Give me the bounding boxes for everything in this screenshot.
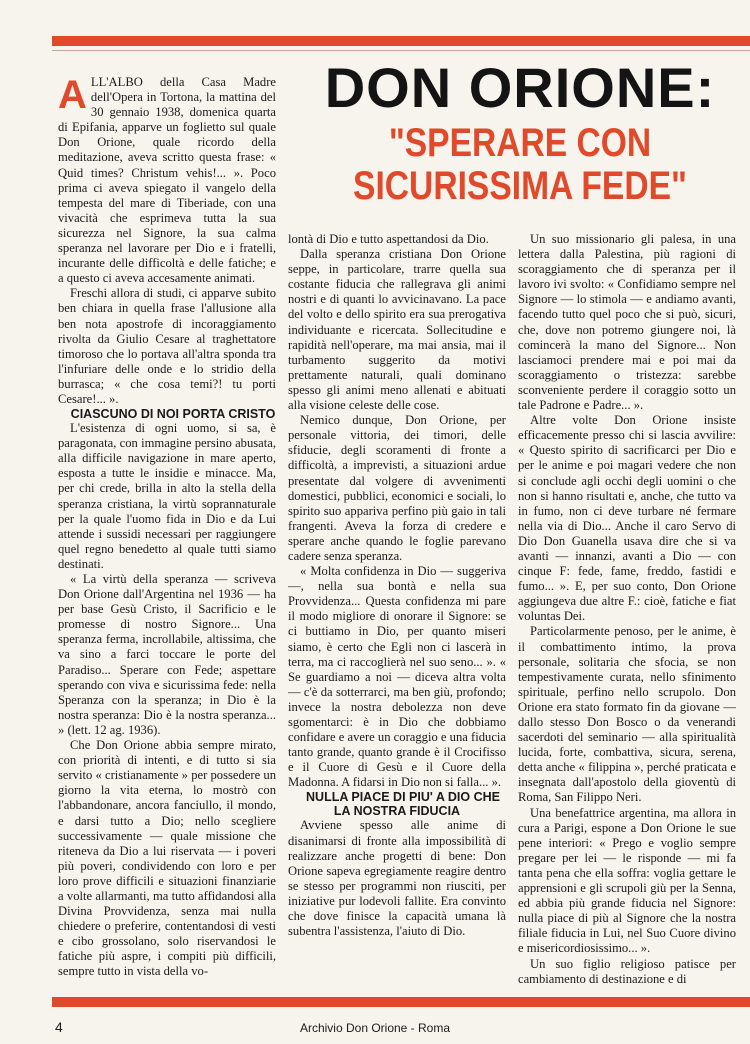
title-sub-line-1: "SPERARE CON xyxy=(388,121,652,165)
drop-cap: A xyxy=(58,73,87,117)
column-3 xyxy=(518,232,736,987)
section-heading-1: CIASCUNO DI NOI PORTA CRISTO xyxy=(70,407,276,422)
col1-paragraph-2: Freschi allora di studi, ci apparve subito ben chiara in quella frase l'allusione alla ben nota apostrofe di incoraggiamento rivolta da Giulio Cesare al traghettatore timoroso che lo portava all'altra sponda tra l'infuriare delle onde e lo stridio della burrasca; « che cosa temi?! tu porti Cesare!... ». xyxy=(58,286,276,406)
title-sub-line-2: SICURISSIMA FEDE" xyxy=(353,164,687,209)
page-number: 4 xyxy=(55,1019,63,1035)
title-main: DON ORIONE: xyxy=(324,56,716,119)
col1-paragraph-5: Che Don Orione abbia sempre mirato, con priorità di intenti, e di tutto si sia servito « cristianamente » per possedere un giorno la vita eterna, lo mostrò con l'abbandonare, ancora fanciullo, il mondo, e darsi tutto a Dio; nello scegliere successivamente — quale missione che riteneva da Dio a lui riservata — i poveri più poveri, condividendo con loro e per loro prove difficili e situazioni finanziarie a volte allarmanti, ma tutto affidandosi alla Divina Provvidenza, senza mai nulla chiedere o preferire, contentandosi di vesti e cibo grossolano, solo riservandosi le fatiche più aspre, i compiti più difficili, sempre tutto in vista della vo- xyxy=(58,738,276,979)
col1-paragraph-3: L'esistenza di ogni uomo, si sa, è paragonata, con immagine persino abusata, alla difficile navigazione in mare aperto, esposta a tutte le insidie e minacce. Ma, per chi crede, brilla in alto la stella della speranza cristiana, la virtù soprannaturale per la quale l'uomo fida in Dio e da Lui attende i sussidi necessari per raggiungere quel regno benedetto al quale tutti siamo destinati. xyxy=(58,421,276,571)
col2-paragraph-1: lontà di Dio e tutto aspettandosi da Dio. xyxy=(288,232,489,246)
col2-paragraph-4: « Molta confidenza in Dio — suggeriva —, nella sua bontà e nella sua Provvidenza... Questa confidenza mi pare il modo migliore di onorare il Signore: se ci buttiamo in Dio, per quanto miseri siamo, è certo che Egli non ci lascerà in terra, ma ci raccoglierà nel suo seno... ». « Se guardiamo a noi — diceva altra volta — c'è da sotterrarci, ma ben giù, profondo; invece la nostra debolezza non deve sgomentarci: è in Dio che dobbiamo confidare e avere un coraggio e una fiducia tanto grande, quanto grande è il Crocifisso e il Cuore di Gesù e il Cuore della Madonna. A fidarsi in Dio non si falla... ». xyxy=(288,564,506,790)
column-1 xyxy=(58,75,276,980)
col2-paragraph-3: Nemico dunque, Don Orione, per personale vittoria, dei timori, delle sfiducie, degli scoramenti di fronte a difficoltà, a imprevisti, a situazioni ardue presentate dal volgere di avvenimenti domestici, pubblici, economici e sociali, lo spirito suo appariva perfino più gaio in tali frangenti. Aveva la forza di credere e sperare anche quando le foglie parevano cadere senza speranza. xyxy=(288,413,506,563)
top-thin-rule xyxy=(52,50,750,51)
col3-paragraph-1: Un suo missionario gli palesa, in una lettera dalla Palestina, più ragioni di scoraggiamento che di speranza per il lavoro ivi svolto: « Confidiamo sempre nel Signore — lo stimola — e andiamo avanti, facendo tutto quel poco che si può, sicuri, che, dove non potremo giungere noi, là comincerà la mano del Signore... Non lasciamoci prendere mai e poi mai da scoraggiamento o tristezza: sarebbe sconveniente perdere il coraggio sotto un tale Padrone e Padre... ». xyxy=(518,232,736,413)
section-heading-2: NULLA PIACE DI PIU' A DIO CHE LA NOSTRA FIDUCIA xyxy=(306,790,500,819)
col3-paragraph-3: Particolarmente penoso, per le anime, è il combattimento intimo, la prova personale, solitaria che sfocia, se non tempestivamente curata, nello sfinimento spirituale, perfino nello scrupolo. Don Orione era stato formato fin da giovane — dallo stesso Don Bosco o da venerandi sacerdoti del seminario — alla spiritualità lucida, forte, combattiva, sicura, serena, detta anche « filippina », perché praticata e insegnata dall'apostolo della gioventù di Roma, San Filippo Neri. xyxy=(518,624,736,805)
col2-paragraph-5: Avviene spesso alle anime di disanimarsi di fronte alla impossibilità di realizzare anche progetti di bene: Don Orione sapeva egregiamente reagire dentro se stesso per programmi non riusciti, per iniziative pur lodevoli fallite. Era convinto che dove finisce la capacità umana là subentra l'assistenza, l'aiuto di Dio. xyxy=(288,818,506,939)
col3-paragraph-4: Una benefattrice argentina, ma allora in cura a Parigi, espone a Don Orione le sue pene interiori: « Prego e voglio sempre pregare per lei — le risponde — mi fa tanta pena che ella soffra: voglia gettare le apprensioni e gli scrupoli giù per la Senna, ed abbia più grande fiducia nel Signore: nulla piace di più al Signore che la nostra filiale fiducia in Lui, nel Suo Cuore divino e misericordiosissimo... ». xyxy=(518,805,736,956)
col3-paragraph-2: Altre volte Don Orione insiste efficacemente presso chi si lascia avvilire: « Questo spirito di sacrificarci per Dio e per le anime e poi magari vedere che non si conclude agli occhi degli uomini o che non si hanno risultati e, anche, che tutto va in fumo, non ci deve turbare né fermare nella via di Dio... Anche il caro Servo di Dio Don Guanella usava dire che si va avanti — innanzi, avanti a Dio — con cinque F: fede, fame, freddo, fastidi e fumo... ». E, per suo conto, Don Orione aggiungeva due altre F.: cioè, fatiche e fiat voluntas Dei. xyxy=(518,413,736,624)
col1-paragraph-1 xyxy=(58,75,276,286)
col1-paragraph-4: « La virtù della speranza — scriveva Don Orione dall'Argentina nel 1936 — ha per base Gesù Cristo, il Sacrificio e le promesse di nostro Signore... Una speranza ferma, incrollabile, altissima, che va sino a farci toccare le porte del Paradiso... Sperare con Fede; aspettare sperando con viva e sicurissima fede: nella Speranza con la speranza; in Dio è la nostra speranza: Dio è la nostra speranza... » (lett. 12 ag. 1936). xyxy=(58,572,276,737)
col1-paragraph-1-text: LL'ALBO della Casa Madre dell'Opera in Tortona, la mattina del 30 gennaio 1938, domenica quarta di Epifania, apparve un foglietto sul quale Don Orione, quale ricordo della meditazione, aveva scritto questa frase: « Quid times? Christum vehis!... ». Poco prima ci aveva spiegato il vangelo della tempesta del mare di Tiberiade, con una vivacità che esprimeva tutta la sua sicurezza nel Signore, la sua calma speranza nel lavorare per Dio e i fratelli, incurante delle difficoltà e delle fatiche; e a questo ci aveva accesamente animati. xyxy=(58,75,276,286)
title-block xyxy=(290,56,750,209)
col2-paragraph-2: Dalla speranza cristiana Don Orione seppe, in particolare, trarre quella sua costante fiducia che rallegrava gli animi nostri e di quanti lo avvicinavano. La pace del volto e dello spirito era sua prerogativa individuante e ricercata. Sollecitudine e rapidità nell'operare, ma mai ansia, mai il turbamento suggerito da motivi prettamente naturali, quali dominano spesso gli animi meno allenati e abituati alla visione celeste delle cose. xyxy=(288,247,506,413)
top-rule xyxy=(52,36,750,46)
archive-credit: Archivio Don Orione - Roma xyxy=(299,1021,451,1035)
column-2 xyxy=(288,232,506,939)
bottom-rule xyxy=(52,997,750,1007)
col3-paragraph-5: Un suo figlio religioso patisce per cambiamento di destinazione e di xyxy=(518,956,736,986)
